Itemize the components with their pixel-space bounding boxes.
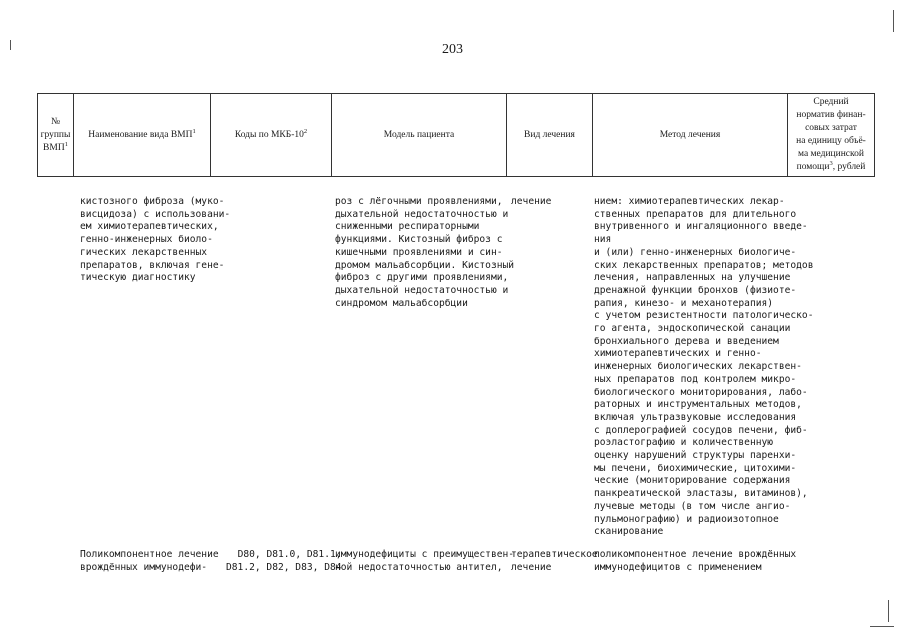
header-average-cost: Средний норматив финан- совых затрат на единицу объё- ма медицинской помощи$^3$, рублей bbox=[788, 94, 875, 177]
row2-treatment-type: терапевтическое лечение bbox=[511, 549, 598, 573]
header-icd-codes: Коды по МКБ-$10^2$ bbox=[211, 94, 332, 177]
row2-treatment-method: поликомпонентное лечение врождённых иммунодефицитов с применением bbox=[594, 549, 797, 573]
header-vmp-name: Наименование вида ВМП$^1$ bbox=[74, 94, 211, 177]
scan-edge-mark bbox=[893, 10, 894, 32]
row2-patient-model: иммунодефициты с преимуществен- ной недостаточностью антител, bbox=[335, 549, 515, 573]
table-header bbox=[37, 93, 875, 177]
scan-edge-mark bbox=[870, 626, 894, 627]
header-patient-model: Модель пациента bbox=[332, 94, 507, 177]
scan-edge-mark bbox=[888, 600, 889, 622]
row2-vmp-name: Поликомпонентное лечение врождённых иммунодефи- bbox=[80, 549, 219, 573]
header-group-number: № группы ВМП$^1$ bbox=[38, 94, 74, 177]
header-treatment-method: Метод лечения bbox=[593, 94, 788, 177]
row1-vmp-name: кистозного фиброза (муко- висцидоза) с использовани- ем химиотерапевтических, генно-инженерных биоло- гических лекарственных препаратов, включая гене- тическую диагностику bbox=[80, 196, 231, 284]
row1-treatment-method: нием: химиотерапевтических лекар- ственных препаратов для длительного внутривенного и ингаляционного введе- ния и (или) генно-инженерных биологиче- ских лекарственных препаратов; методов лечения, направленных на улучшение дренажной функции бронхов (физиоте- рапия, кинезо- и механотерапия) с учетом резистентности патологическо- го агента, эндоскопической санации бронхиального дерева и введением химиотерапевтических и генно- инженерных биологических лекарствен- ных препаратов под контролем микро- биологического мониторирования, лабо- раторных и инструментальных методов, включая ультразвуковые исследования с доплерографией сосудов печени, фиб- роэластографию и количественную оценку нарушений структуры паренхи- мы печени, биохимические, цитохими- ческие (мониторирование содержания панкреатической эластазы, витаминов), лучевые методы (в том числе ангио- пульмонографию) и радиоизотопное сканирование bbox=[594, 196, 814, 538]
row1-treatment-type: лечение bbox=[511, 196, 552, 207]
row2-icd-codes: D80, D81.0, D81.1, D81.2, D82, D83, D84 bbox=[226, 549, 342, 573]
header-treatment-type: Вид лечения bbox=[507, 94, 593, 177]
page-number: 203 bbox=[442, 42, 463, 57]
scan-edge-mark bbox=[10, 40, 11, 50]
row1-patient-model: роз с лёгочными проявлениями, дыхательной недостаточностью и сниженными респираторными функциями. Кистозный фиброз с кишечными проявлениями и син- дромом мальабсорбции. Кистозный фиброз с другими проявлениями, дыхательной недостаточностью и синдромом мальабсорбции bbox=[335, 196, 515, 309]
